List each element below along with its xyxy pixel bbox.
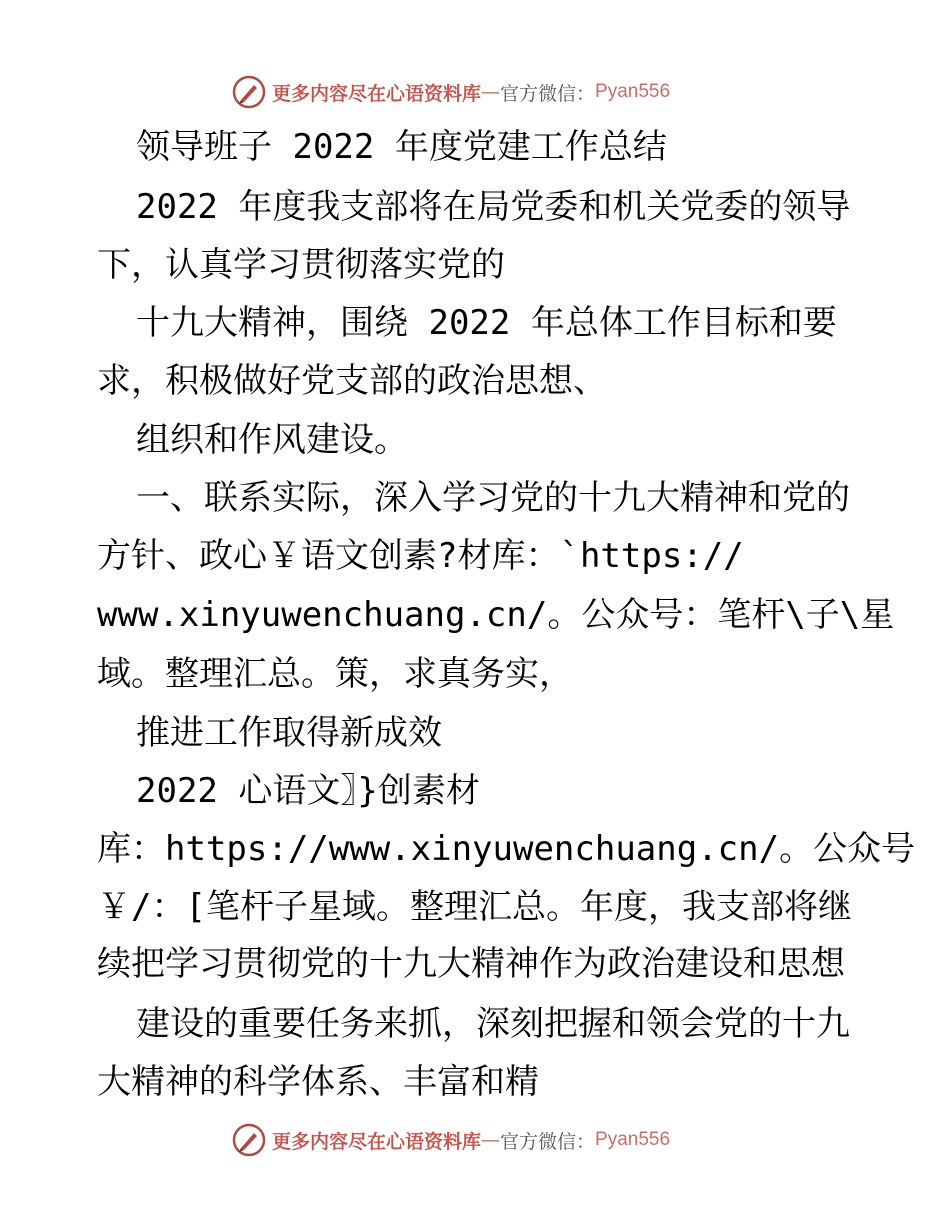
text-line: 2022 心语文〗}创素材 [136, 771, 480, 811]
text-line: 建设的重要任务来抓，深刻把握和领会党的十九 [136, 1004, 850, 1044]
banner-main-text: 更多内容尽在心语资料库 [272, 1130, 482, 1153]
text-line: 推进工作取得新成效 [136, 713, 442, 753]
text-line: 组织和作风建设。 [136, 420, 408, 460]
text-line: 2022 年度我支部将在局党委和机关党委的领导 [136, 187, 851, 227]
pen-logo-icon [232, 75, 266, 109]
pen-logo-icon [232, 1123, 266, 1157]
document-title: 领导班子 2022 年度党建工作总结 [136, 127, 667, 167]
footer-banner [232, 1120, 670, 1160]
text-line: 下，认真学习贯彻落实党的 [97, 245, 505, 285]
text-line: 十九大精神，围绕 2022 年总体工作目标和要 [136, 303, 837, 343]
header-banner [232, 72, 670, 112]
text-line: 求，积极做好党支部的政治思想、 [97, 361, 607, 401]
banner-account: Pyan556 [595, 1129, 671, 1150]
text-line: 方针、政心￥语文创素?材库：`https:// [97, 536, 744, 576]
text-line: 域。整理汇总。策，求真务实， [97, 654, 573, 694]
section-heading: 一、联系实际，深入学习党的十九大精神和党的 [136, 478, 850, 518]
banner-account: Pyan556 [595, 81, 671, 102]
banner-separator: — [481, 1129, 501, 1151]
text-line: 续把学习贯彻党的十九大精神作为政治建设和思想 [97, 944, 845, 984]
text-line: ￥/：[笔杆子星域。整理汇总。年度，我支部将继 [97, 887, 852, 927]
text-line: www.xinyuwenchuang.cn/。公众号：笔杆\子\星 [97, 595, 895, 635]
text-line: 库：https://www.xinyuwenchuang.cn/。公众号 [97, 829, 916, 869]
banner-label: 官方微信： [500, 1130, 596, 1153]
banner-label: 官方微信： [500, 82, 596, 105]
banner-separator: — [481, 81, 501, 103]
banner-main-text: 更多内容尽在心语资料库 [272, 82, 482, 105]
text-line: 大精神的科学体系、丰富和精 [97, 1062, 539, 1102]
